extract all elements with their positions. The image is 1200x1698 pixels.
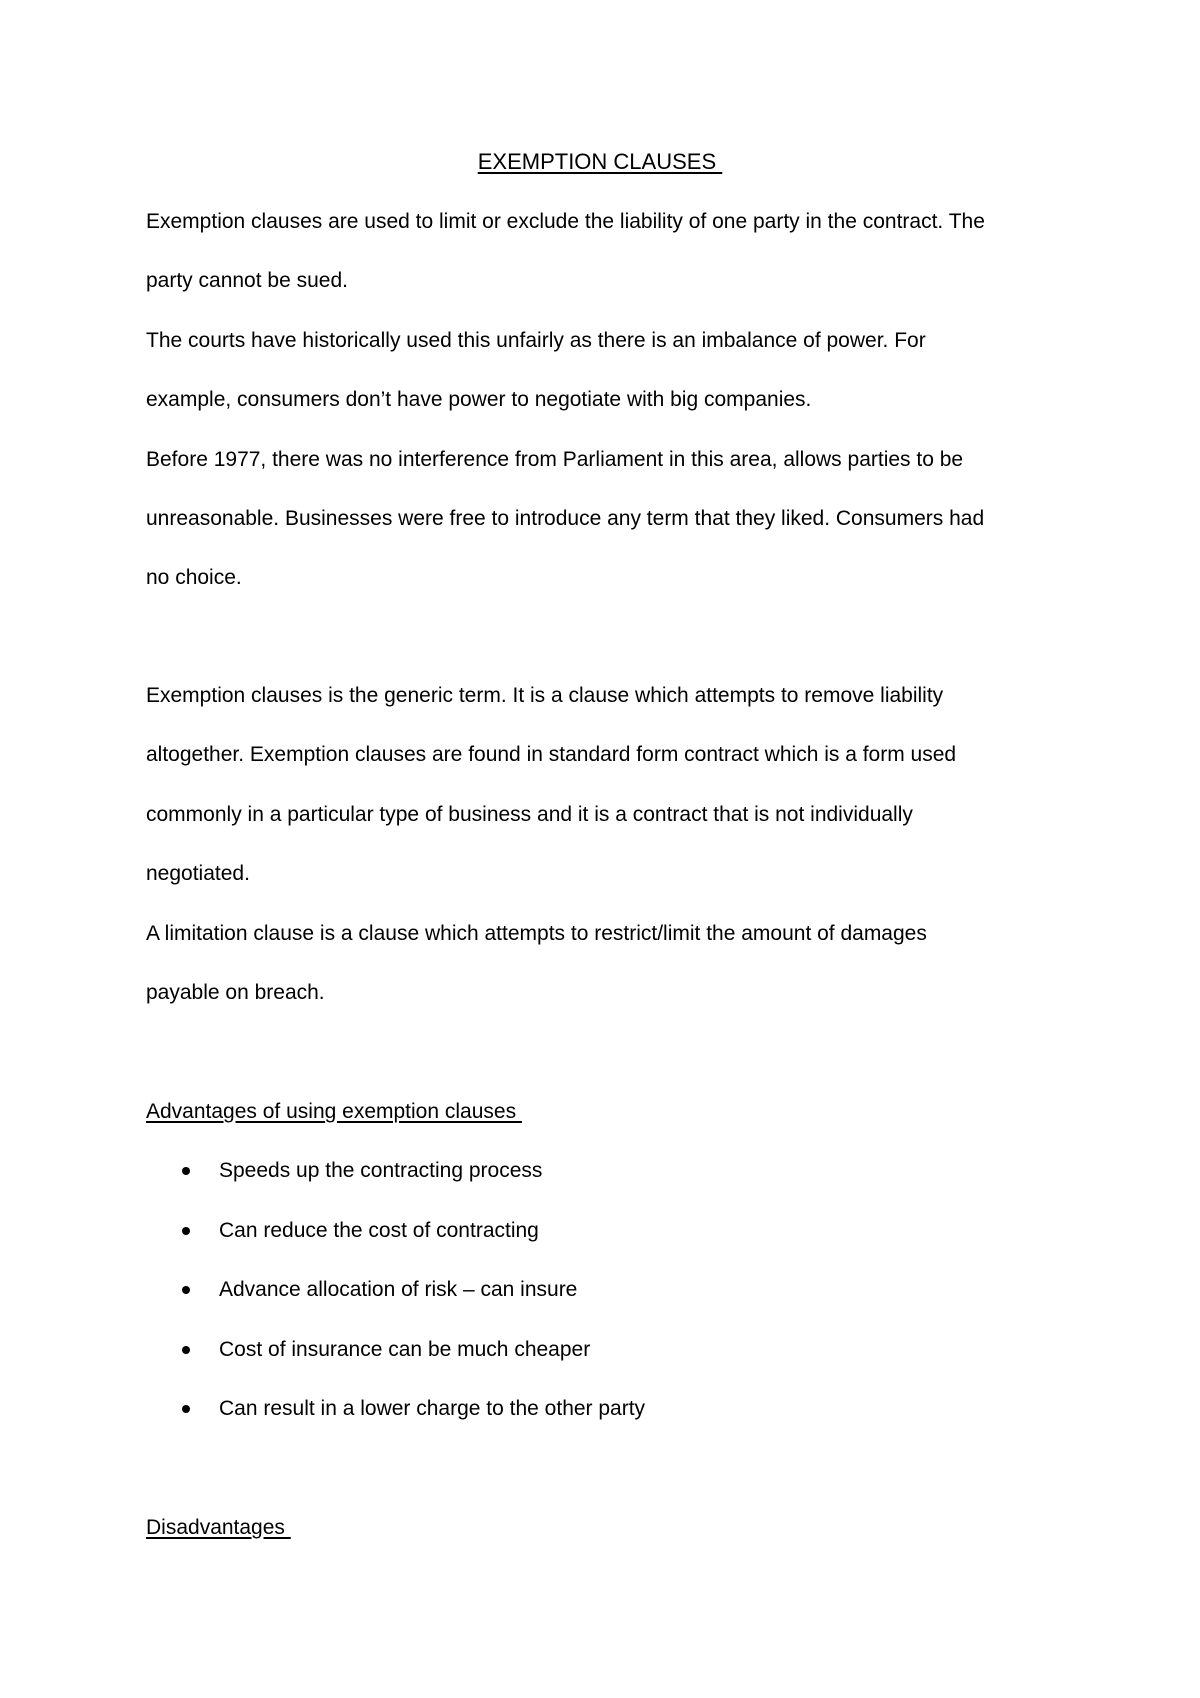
paragraph-line: commonly in a particular type of business and it is a contract that is not individually	[146, 802, 913, 826]
paragraph-line: unreasonable. Businesses were free to introduce any term that they liked. Consumers had	[146, 506, 985, 530]
paragraph-line: Exemption clauses are used to limit or exclude the liability of one party in the contract. The	[146, 210, 985, 233]
disadvantages-section	[146, 1498, 1076, 1557]
list-item	[146, 1141, 1076, 1200]
advantages-list	[146, 1141, 1076, 1438]
paragraph-line: negotiated.	[146, 862, 250, 886]
list-item-text: Can result in a lower charge to the other party	[219, 1396, 646, 1420]
paragraph-line: no choice.	[146, 566, 242, 590]
bullet-icon	[182, 1286, 190, 1294]
list-item	[146, 1320, 1076, 1379]
bullet-icon	[182, 1405, 190, 1413]
bullet-icon	[182, 1227, 190, 1235]
paragraph-line: The courts have historically used this unfairly as there is an imbalance of power. For	[146, 328, 926, 352]
list-item	[146, 1260, 1076, 1319]
list-item-text: Cost of insurance can be much cheaper	[219, 1337, 591, 1361]
page-title: EXEMPTION CLAUSES	[477, 149, 723, 174]
paragraph-line: example, consumers don’t have power to negotiate with big companies.	[146, 388, 812, 412]
paragraph-line: Before 1977, there was no interference from Parliament in this area, allows parties to be	[146, 447, 964, 471]
list-item-text: Advance allocation of risk – can insure	[219, 1278, 578, 1302]
intro-section	[146, 192, 1076, 608]
advantages-heading: Advantages of using exemption clauses	[146, 1100, 522, 1123]
paragraph-line: A limitation clause is a clause which attempts to restrict/limit the amount of damages	[146, 921, 927, 945]
list-item	[146, 1201, 1076, 1260]
list-item-text: Can reduce the cost of contracting	[219, 1218, 539, 1242]
disadvantages-heading: Disadvantages	[146, 1516, 291, 1539]
paragraph-line: altogether. Exemption clauses are found in standard form contract which is a form used	[146, 743, 957, 767]
bullet-icon	[182, 1167, 190, 1175]
list-item	[146, 1379, 1076, 1438]
advantages-section	[146, 1082, 1076, 1438]
bullet-icon	[182, 1346, 190, 1354]
definition-section	[146, 666, 1076, 1022]
paragraph-line: Exemption clauses is the generic term. It is a clause which attempts to remove liability	[146, 684, 944, 707]
paragraph-line: party cannot be sued.	[146, 269, 348, 293]
list-item-text: Speeds up the contracting process	[219, 1159, 543, 1183]
paragraph-line: payable on breach.	[146, 980, 325, 1004]
